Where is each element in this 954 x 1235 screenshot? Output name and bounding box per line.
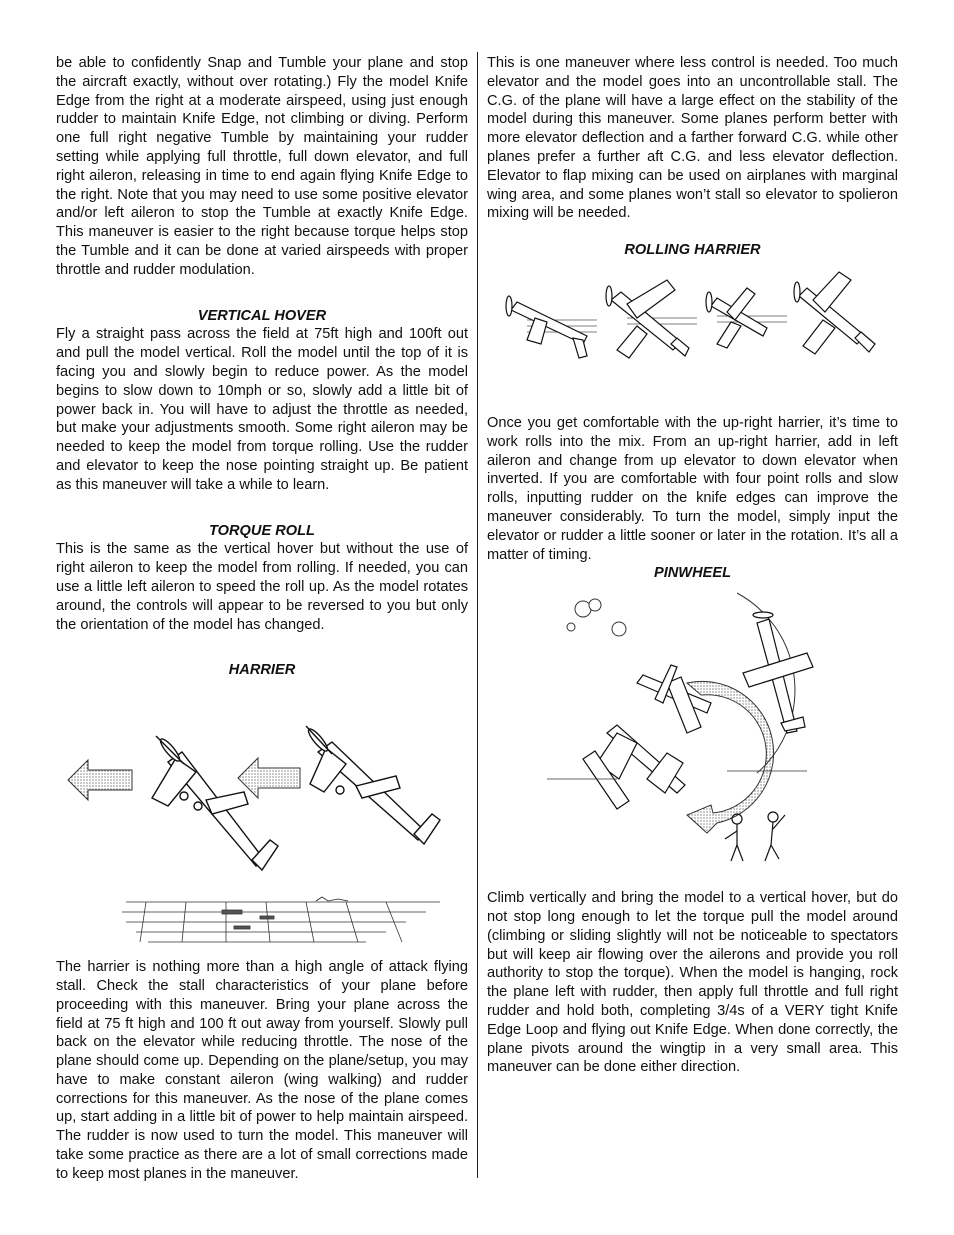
person-icon <box>725 814 743 861</box>
airplane-icon <box>506 296 587 358</box>
right-intro-paragraph: This is one maneuver where less control is needed. Too much elevator and the model goes into an uncontrollable stall. The C.G. of the plane will have a large effect on the stability of the model during this maneuver. Some planes perform better with more elevator deflection and a farther forward C.G. while other planes prefer a further aft C.G. and less elevator deflection. Elevator to flap mixing can be used on airplanes with marginal wing area, and some planes won’t stall so elevator to spolieron mixing will be needed. <box>487 55 898 222</box>
airplane-icon <box>794 272 875 354</box>
left-arrow-icon <box>238 758 300 798</box>
airplane-icon <box>606 280 689 358</box>
airplane-icon <box>637 665 711 733</box>
left-column <box>56 54 468 1184</box>
vertical-hover-heading: VERTICAL HOVER <box>197 307 327 324</box>
ground-grid <box>122 897 440 942</box>
harrier-heading: HARRIER <box>228 662 296 679</box>
airplane-icon <box>583 725 685 809</box>
torque-roll-paragraph: This is the same as the vertical hover but without the use of right aileron to keep the model from rolling. If needed, you can use a little left aileron to speed the roll up. As the model rotates around, the controls will appear to be reversed to you but only the orientation of the model has changed. <box>56 541 468 633</box>
pinwheel-illustration-icon <box>487 583 898 873</box>
rolling-harrier-heading: ROLLING HARRIER <box>624 242 761 259</box>
airplane-icon <box>152 736 278 870</box>
harrier-illustration-icon <box>56 680 468 948</box>
vertical-hover-paragraph: Fly a straight pass across the field at 75ft high and 100ft out and pull the model vertical. Roll the model until the top of it is facing you and slowly begin to reduce power. As the model begins to slow down to 10mph or so, slowly add a little bit of power back in. You will have to adjust the throttle as needed, but make your adjustments smooth. Some right aileron may be needed to keep the model from torque rolling. Use the rudder and elevator to keep the nose pointing straight up. Be patient as this maneuver will take a while to learn. <box>56 326 468 493</box>
left-arrow-icon <box>68 760 132 800</box>
right-column <box>487 54 898 1077</box>
rolling-harrier-paragraph: Once you get comfortable with the up-right harrier, it’s time to work rolls into the mix. From an up-right harrier, add in left aileron and change from up elevator to down elevator when inverted. If you are comfortable with four point rolls and slow rolls, inputting rudder on the knife edges can improve the maneuver considerably. To turn the model, simply input the elevator or rudder a little sooner or later in the rotation. It’s all a matter of timing. <box>487 414 898 563</box>
torque-roll-heading: TORQUE ROLL <box>209 522 315 539</box>
person-icon <box>765 812 785 861</box>
column-divider <box>477 52 478 1178</box>
harrier-paragraph: The harrier is nothing more than a high angle of attack flying stall. Check the stall characteristics of your plane before proceeding with this maneuver. Bring your plane across the field at 75 ft high and 100 ft out away from yourself. Slowly pull back on the elevator while reducing throttle. The nose of the plane should come up. Depending on the plane/setup, you may have to make constant aileron (wing walking) and rudder corrections for this maneuver. As the nose of the plane comes up, start adding in a little bit of power to help maintain airspeed. The rudder is now used to turn the model. This maneuver will take some practice as there are a lot of small corrections made to keep most planes in the maneuver. <box>56 959 468 1182</box>
pinwheel-heading: PINWHEEL <box>653 565 732 582</box>
airplane-icon <box>306 726 440 844</box>
pinwheel-paragraph: Climb vertically and bring the model to a vertical hover, but do not stop long enough to let the torque pull the model around (climbing or sliding slightly will not be noticeable to spectators but will keep air flowing over the ailerons and provide you roll authority to stop the torque). When the model is hanging, rock the plane left with rudder, then apply full throttle and full right rudder and hold both, completing 3/4s of a VERY tight Knife Edge Loop and flying out Knife Edge. When done correctly, the plane pivots around the wingtip in a very small area. This maneuver can be done either direction. <box>487 890 898 1076</box>
airplane-icon <box>706 288 767 348</box>
rolling-harrier-illustration-icon <box>487 260 898 400</box>
left-intro-paragraph: be able to confidently Snap and Tumble your plane and stop the aircraft exactly, without over rotating.) Fly the model Knife Edge from the right at a moderate airspeed, using just enough rudder to maintain Knife Edge, not climbing or diving. Perform one full right negative Tumble by maintaining your rudder setting while applying full throttle, full down elevator, and full right aileron, releasing in time to end again flying Knife Edge to the right. Note that you may need to use some positive elevator and/or left aileron to stop the Tumble at exactly Knife Edge. This maneuver is easier to the right because torque helps stop the Tumble and it can be done at varied airspeeds with proper throttle and rudder modulation. <box>56 55 468 278</box>
